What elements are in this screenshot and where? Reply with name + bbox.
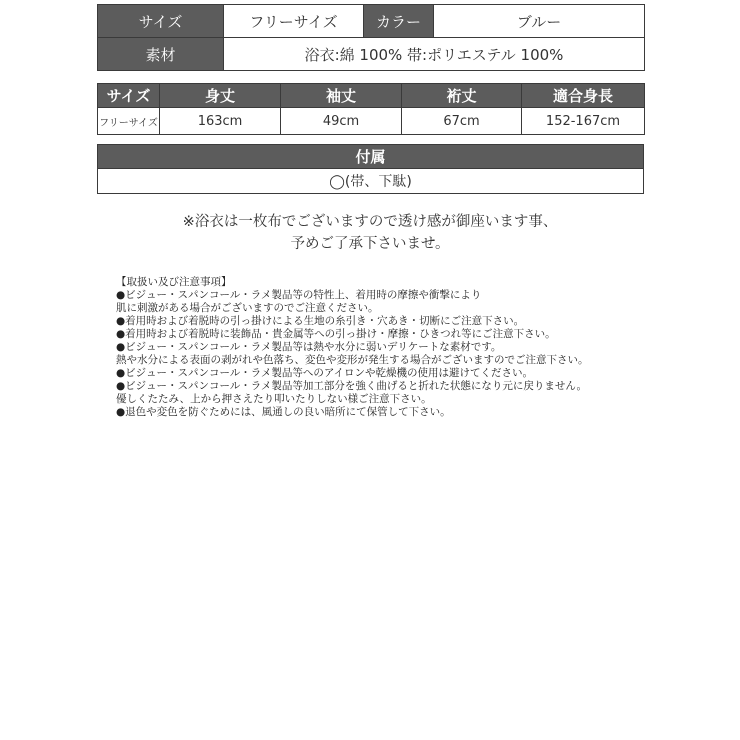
table-row	[98, 108, 645, 135]
color-label: カラー	[364, 5, 434, 38]
size-value: フリーサイズ	[224, 5, 364, 38]
care-line: ●ビジュー・スパンコール・ラメ製品等の特性上、着用時の摩擦や衝撃により	[116, 289, 482, 301]
fabric-notice	[0, 211, 740, 255]
table-cell: 152-167cm	[522, 108, 645, 135]
column-header-length: 身丈	[160, 84, 281, 108]
measurement-header-row	[98, 84, 645, 108]
size-label: サイズ	[98, 5, 224, 38]
care-line: ●退色や変色を防ぐためには、風通しの良い暗所にて保管して下さい。	[116, 406, 451, 418]
accessories-header-row	[98, 145, 644, 169]
color-value: ブルー	[434, 5, 645, 38]
care-line: 優しくたたみ、上から押さえたり叩いたりしない様ご注意下さい。	[116, 393, 432, 405]
spec-table	[97, 4, 645, 71]
material-label: 素材	[98, 38, 224, 71]
table-cell: 163cm	[160, 108, 281, 135]
care-line: ●ビジュー・スパンコール・ラメ製品等は熱や水分に弱いデリケートな素材です。	[116, 341, 502, 353]
care-line: 熱や水分による表面の剥がれや色落ち、変色や変形が発生する場合がございますのでご注意下さい。	[116, 354, 589, 366]
accessories-table	[97, 144, 644, 194]
table-cell: 67cm	[402, 108, 522, 135]
column-header-height: 適合身長	[522, 84, 645, 108]
measurement-table	[97, 83, 645, 135]
spec-row	[98, 38, 645, 71]
column-header-size: サイズ	[98, 84, 160, 108]
care-line: ●着用時および着脱時に装飾品・貴金属等への引っ掛け・摩擦・ひきつれ等にご注意下さい。	[116, 328, 556, 340]
table-cell: フリーサイズ	[98, 108, 160, 135]
accessories-header: 付属	[98, 145, 644, 169]
care-line: 肌に刺激がある場合がございますのでご注意ください。	[116, 302, 379, 314]
care-title: 【取扱い及び注意事項】	[116, 276, 232, 288]
notice-line: 予めご了承下さいませ。	[290, 236, 450, 252]
column-header-sleeve: 袖丈	[281, 84, 402, 108]
care-line: ●ビジュー・スパンコール・ラメ製品等加工部分を強く曲げると折れた状態になり元に戻りません。	[116, 380, 588, 392]
care-line: ●着用時および着脱時の引っ掛けによる生地の糸引き・穴あき・切断にご注意下さい。	[116, 315, 525, 327]
notice-line: ※浴衣は一枚布でございますので透け感が御座います事、	[182, 214, 558, 230]
material-value: 浴衣:綿 100% 帯:ポリエステル 100%	[224, 38, 645, 71]
care-instructions	[116, 276, 636, 419]
table-cell: 49cm	[281, 108, 402, 135]
column-header-yuki: 裄丈	[402, 84, 522, 108]
spec-row	[98, 5, 645, 38]
accessories-value: ◯(帯、下駄)	[98, 169, 644, 194]
accessories-row	[98, 169, 644, 194]
care-line: ●ビジュー・スパンコール・ラメ製品等へのアイロンや乾燥機の使用は避けてください。	[116, 367, 533, 379]
